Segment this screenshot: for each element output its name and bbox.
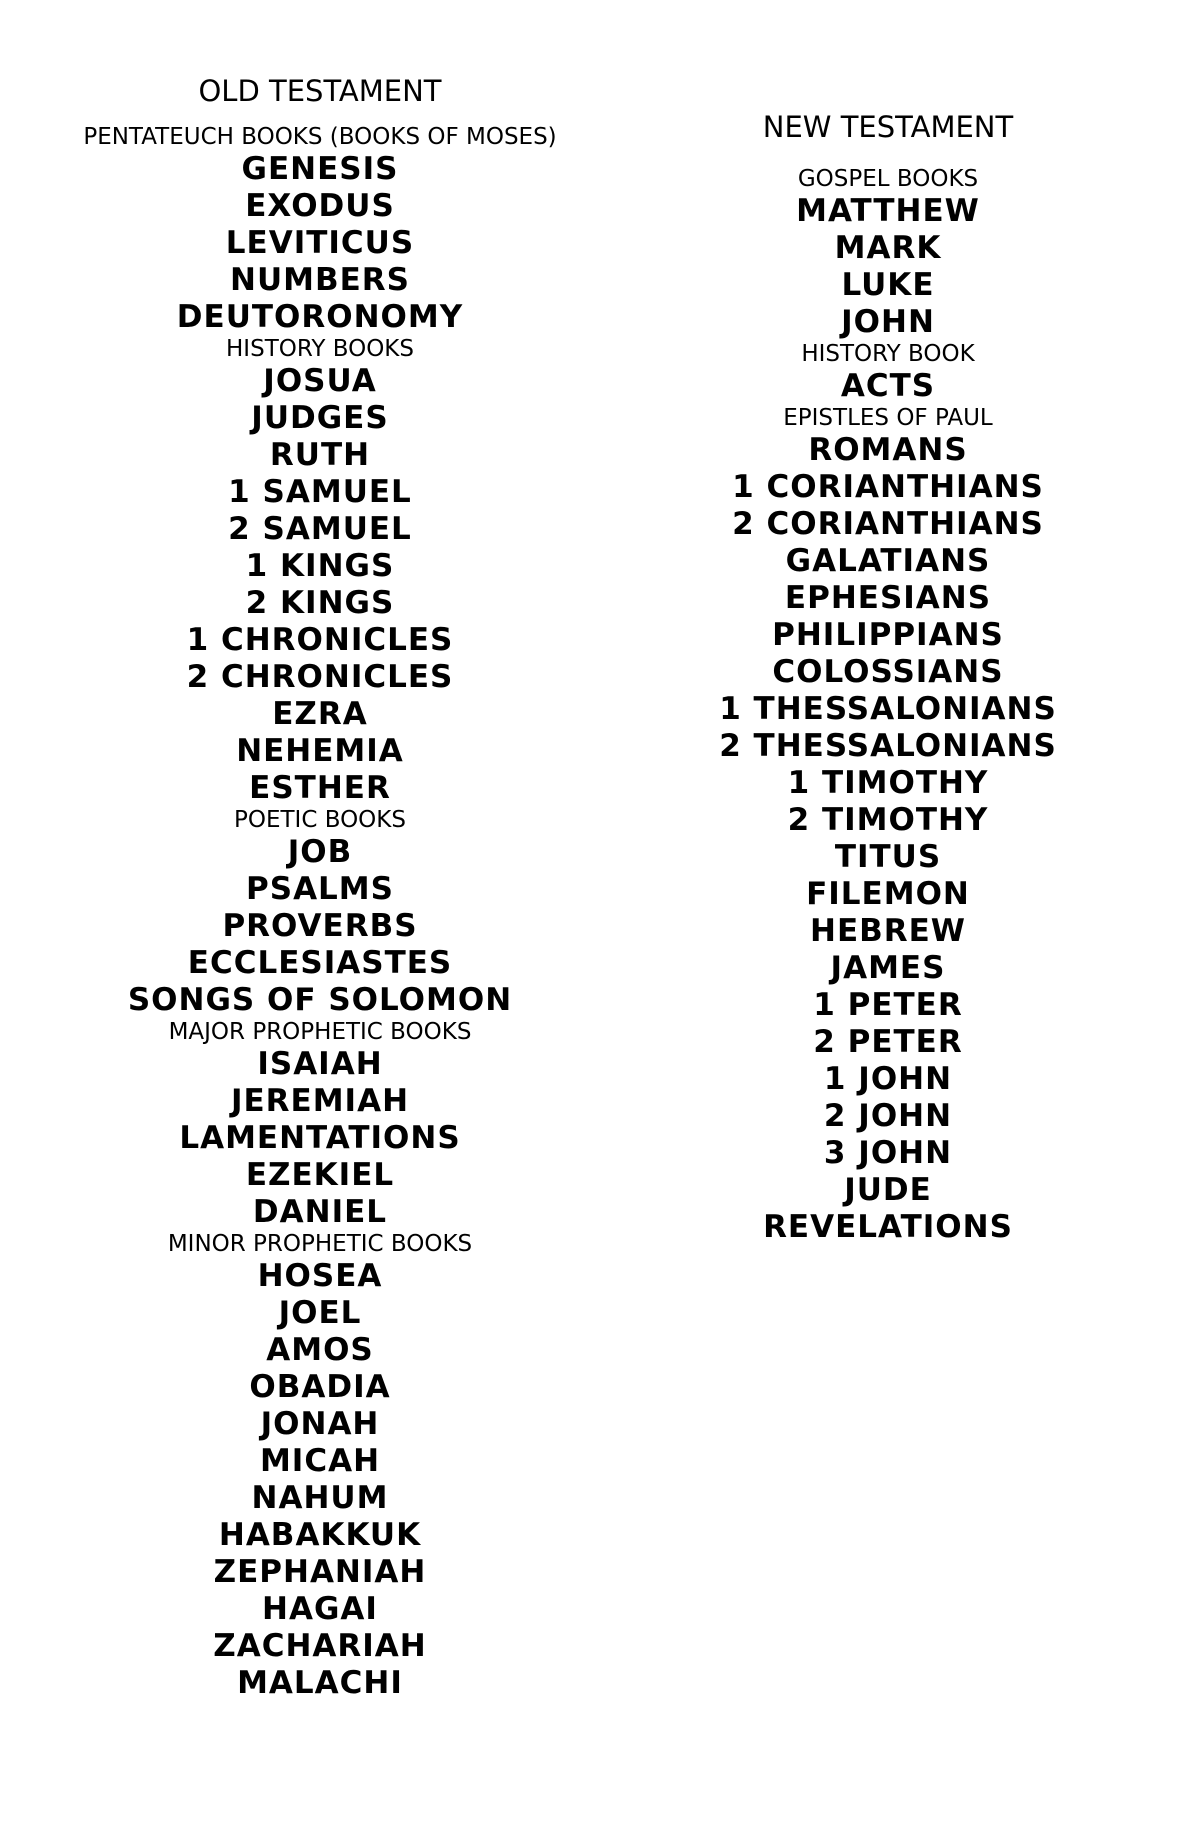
book-name: GALATIANS: [785, 543, 991, 579]
book-name: MALACHI: [237, 1665, 403, 1701]
section-header: EPISTLES OF PAUL: [783, 405, 993, 431]
book-name: JONAH: [260, 1406, 380, 1442]
new-testament-sections: [628, 166, 1148, 1246]
book-name: NAHUM: [251, 1480, 389, 1516]
book-name: ISAIAH: [257, 1046, 383, 1082]
book-name: 2 SAMUEL: [228, 511, 412, 547]
book-name: LEVITICUS: [225, 225, 415, 261]
book-name: 3 JOHN: [823, 1135, 953, 1171]
book-name: AMOS: [266, 1332, 374, 1368]
book-name: MATTHEW: [796, 193, 980, 229]
book-name: EZEKIEL: [245, 1157, 395, 1193]
book-name: 1 THESSALONIANS: [719, 691, 1057, 727]
section-header: PENTATEUCH BOOKS (BOOKS OF MOSES): [83, 124, 557, 150]
book-name: ROMANS: [808, 432, 968, 468]
book-name: NEHEMIA: [236, 733, 404, 769]
book-name: REVELATIONS: [763, 1209, 1013, 1245]
new-testament-column: [628, 108, 1148, 1246]
book-name: RUTH: [269, 437, 371, 473]
book-name: SONGS OF SOLOMON: [127, 982, 513, 1018]
book-name: JAMES: [830, 950, 946, 986]
book-name: HEBREW: [810, 913, 966, 949]
book-name: 1 TIMOTHY: [787, 765, 989, 801]
book-name: 1 PETER: [813, 987, 963, 1023]
book-name: MARK: [834, 230, 942, 266]
section-header: MINOR PROPHETIC BOOKS: [167, 1231, 473, 1257]
section-header: HISTORY BOOKS: [226, 336, 414, 362]
book-name: 1 CORIANTHIANS: [732, 469, 1044, 505]
book-name: EZRA: [272, 696, 368, 732]
book-name: 2 PETER: [813, 1024, 963, 1060]
book-name: EPHESIANS: [784, 580, 992, 616]
book-name: COLOSSIANS: [772, 654, 1004, 690]
book-name: ECCLESIASTES: [187, 945, 453, 981]
book-name: 2 CORIANTHIANS: [732, 506, 1044, 542]
section-header: HISTORY BOOK: [801, 341, 975, 367]
book-name: 2 KINGS: [245, 585, 395, 621]
book-name: TITUS: [834, 839, 942, 875]
book-name: 1 JOHN: [823, 1061, 953, 1097]
book-name: 2 THESSALONIANS: [719, 728, 1057, 764]
old-testament-column: [60, 72, 580, 1702]
book-name: 2 TIMOTHY: [787, 802, 989, 838]
book-name: PROVERBS: [222, 908, 418, 944]
book-name: EXODUS: [245, 188, 395, 224]
new-testament-title: NEW TESTAMENT: [762, 110, 1014, 144]
book-name: 2 CHRONICLES: [186, 659, 454, 695]
book-name: 1 SAMUEL: [228, 474, 412, 510]
book-name: MICAH: [259, 1443, 381, 1479]
section-header: GOSPEL BOOKS: [797, 166, 979, 192]
book-name: HABAKKUK: [218, 1517, 422, 1553]
book-name: DANIEL: [252, 1194, 388, 1230]
old-testament-title: OLD TESTAMENT: [198, 74, 442, 108]
section-header: MAJOR PROPHETIC BOOKS: [168, 1019, 472, 1045]
book-name: JEREMIAH: [230, 1083, 410, 1119]
book-name: DEUTORONOMY: [176, 299, 464, 335]
book-name: JOSUA: [263, 363, 377, 399]
book-name: ZEPHANIAH: [213, 1554, 427, 1590]
book-name: HOSEA: [257, 1258, 383, 1294]
book-name: NUMBERS: [230, 262, 410, 298]
book-name: 1 KINGS: [245, 548, 395, 584]
book-name: JUDE: [844, 1172, 932, 1208]
book-name: ACTS: [840, 368, 936, 404]
book-name: 2 JOHN: [823, 1098, 953, 1134]
book-name: JOHN: [841, 304, 935, 340]
old-testament-sections: [60, 124, 580, 1702]
section-header: POETIC BOOKS: [234, 807, 406, 833]
book-name: OBADIA: [249, 1369, 391, 1405]
book-name: LAMENTATIONS: [179, 1120, 461, 1156]
book-name: GENESIS: [241, 151, 399, 187]
book-name: FILEMON: [806, 876, 970, 912]
book-name: HAGAI: [262, 1591, 378, 1627]
book-name: 1 CHRONICLES: [186, 622, 454, 658]
book-name: PSALMS: [246, 871, 394, 907]
book-name: LUKE: [841, 267, 935, 303]
book-name: JOEL: [278, 1295, 362, 1331]
book-name: ZACHARIAH: [213, 1628, 427, 1664]
book-name: ESTHER: [249, 770, 391, 806]
book-name: JOB: [287, 834, 353, 870]
book-name: PHILIPPIANS: [772, 617, 1004, 653]
book-name: JUDGES: [251, 400, 389, 436]
